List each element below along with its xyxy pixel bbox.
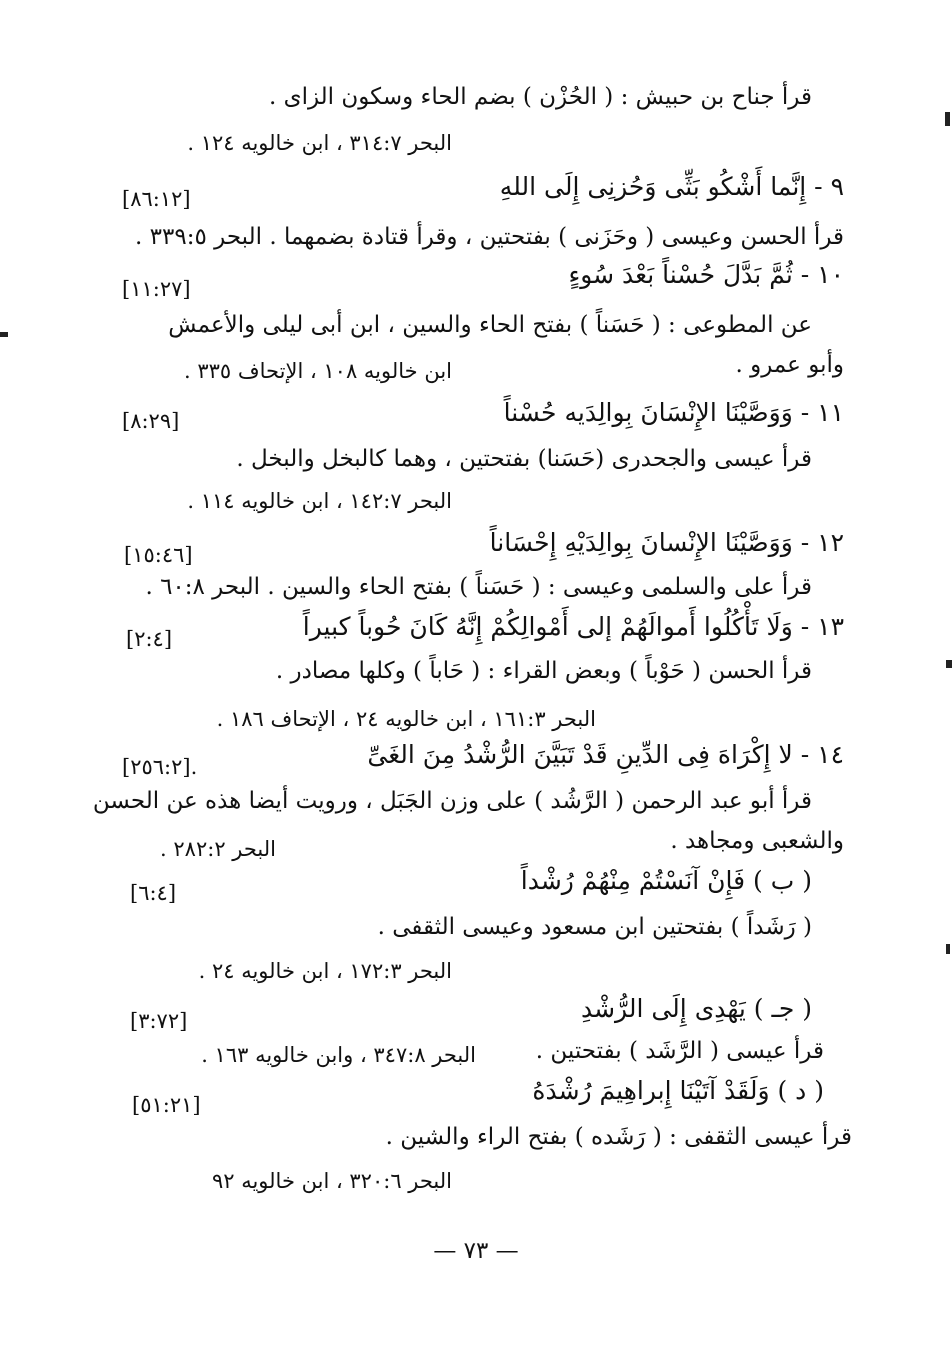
verse-line: ( ب ) فَإِنْ آنَسْتُمْ مِنْهُمْ رُشْداً <box>520 866 812 895</box>
verse-line: ( جـ ) يَهْدِى إِلَى الرُّشْدِ <box>580 994 812 1023</box>
scan-edge-mark <box>946 944 950 954</box>
text-line: قرأ الحسن وعيسى ( وحَزَنى ) بفتحتين ، وقرأ قتادة بضمهما . البحر ٣٣٩:٥ . <box>135 224 844 250</box>
reference-line: البحر ٢٨٢:٢ . <box>160 837 276 861</box>
verse-line: ١٣ - وَلَا تَأْكُلُوا أَموالَهُمْ إلى أَمْوالِكُمْ إِنَّهُ كَانَ حُوباً كبيراً <box>302 612 844 641</box>
text-line: قرأ أبو عبد الرحمن ( الرَّشُد ) على وزن الجَبَل ، ورويت أيضا هذه عن الحسن <box>92 788 812 814</box>
verse-reference: [٢:٤] <box>126 627 173 651</box>
reference-line: ابن خالويه ١٠٨ ، الإتحاف ٣٣٥ . <box>184 359 452 383</box>
reference-line: البحر ٣٢٠:٦ ، ابن خالويه ٩٢ <box>211 1169 452 1193</box>
text-line: قرأ عيسى ( الرَّشَد ) بفتحتين . <box>535 1038 824 1064</box>
scan-edge-mark <box>946 660 952 668</box>
text-line: قرأ عيسى والجحدرى (حَسَنا) بفتحتين ، وهما كالبخل والبخل . <box>236 446 812 472</box>
verse-reference: [٢٥٦:٢]. <box>122 755 198 779</box>
text-line: وأبو عمرو . <box>735 352 844 378</box>
verse-reference: [٨٦:١٢] <box>122 187 191 211</box>
reference-line: البحر ١٧٢:٣ ، ابن خالويه ٢٤ . <box>198 959 452 983</box>
verse-reference: [٣:٧٢] <box>130 1009 188 1033</box>
verse-reference: [٨:٢٩] <box>122 409 180 433</box>
verse-line: ١٢ - وَوَصَّيْنَا الإِنْسانَ بِوالِدَيْهِ إِحْسَاناً <box>489 528 844 557</box>
verse-line: ( د ) وَلَقَدْ آتَيْنَا إِبراهِيمَ رُشْدَهُ <box>532 1076 824 1105</box>
verse-reference: [٥١:٢١] <box>132 1093 201 1117</box>
reference-line: البحر ١٤٢:٧ ، ابن خالويه ١١٤ . <box>187 489 452 513</box>
text-line: والشعبى ومجاهد . <box>670 828 844 854</box>
text-line: ( رَشَداً ) بفتحتين ابن مسعود وعيسى الثقفى . <box>377 914 812 940</box>
verse-reference: [١١:٢٧] <box>122 277 191 301</box>
text-line: قرأ على والسلمى وعيسى : ( حَسَناً ) بفتح الحاء والسين . البحر ٦٠:٨ . <box>145 574 812 600</box>
verse-line: ٩ - إِنَّما أَشْكُو بَثِّى وَحُزنِى إِلَى اللهِ <box>499 172 844 201</box>
reference-line: البحر ١٦١:٣ ، ابن خالويه ٢٤ ، الإتحاف ١٨٦ . <box>216 707 596 731</box>
scan-edge-mark <box>945 112 950 126</box>
verse-line: ١١ - وَوَصَّيْنَا الإِنْسَانَ بِوالِدَيه حُسْناً <box>503 398 844 427</box>
reference-line: البحر ٣١٤:٧ ، ابن خالويه ١٢٤ . <box>187 131 452 155</box>
text-line: قرأ جناح بن حبيش : ( الحُزْن ) بضم الحاء وسكون الزاى . <box>268 84 812 110</box>
text-line: قرأ عيسى الثقفى : ( رَشَده ) بفتح الراء والشين . <box>385 1124 852 1150</box>
reference-line: البحر ٣٤٧:٨ ، وابن خالويه ١٦٣ . <box>201 1043 476 1067</box>
verse-line: ١٠ - ثُمَّ بَدَّلَ حُسْناً بَعْدَ سُوءٍ <box>568 260 844 289</box>
text-line: عن المطوعى : ( حَسَناً ) بفتح الحاء والسين ، ابن أبى ليلى والأعمش <box>168 312 812 338</box>
scan-edge-mark <box>0 332 8 337</box>
verse-reference: [١٥:٤٦] <box>124 543 193 567</box>
verse-line: ١٤ - لا إِكْرَاهَ فِى الدِّينِ قَدْ تَبَيَّنَ الرُّشْدُ مِنَ الغَىِّ <box>367 740 844 769</box>
verse-reference: [٦:٤] <box>130 881 177 905</box>
text-line: قرأ الحسن ( حَوْباً ) وبعض القراء : ( حَاباً ) وكلها مصادر . <box>275 658 812 684</box>
page-number: — ٧٣ — <box>433 1238 519 1264</box>
